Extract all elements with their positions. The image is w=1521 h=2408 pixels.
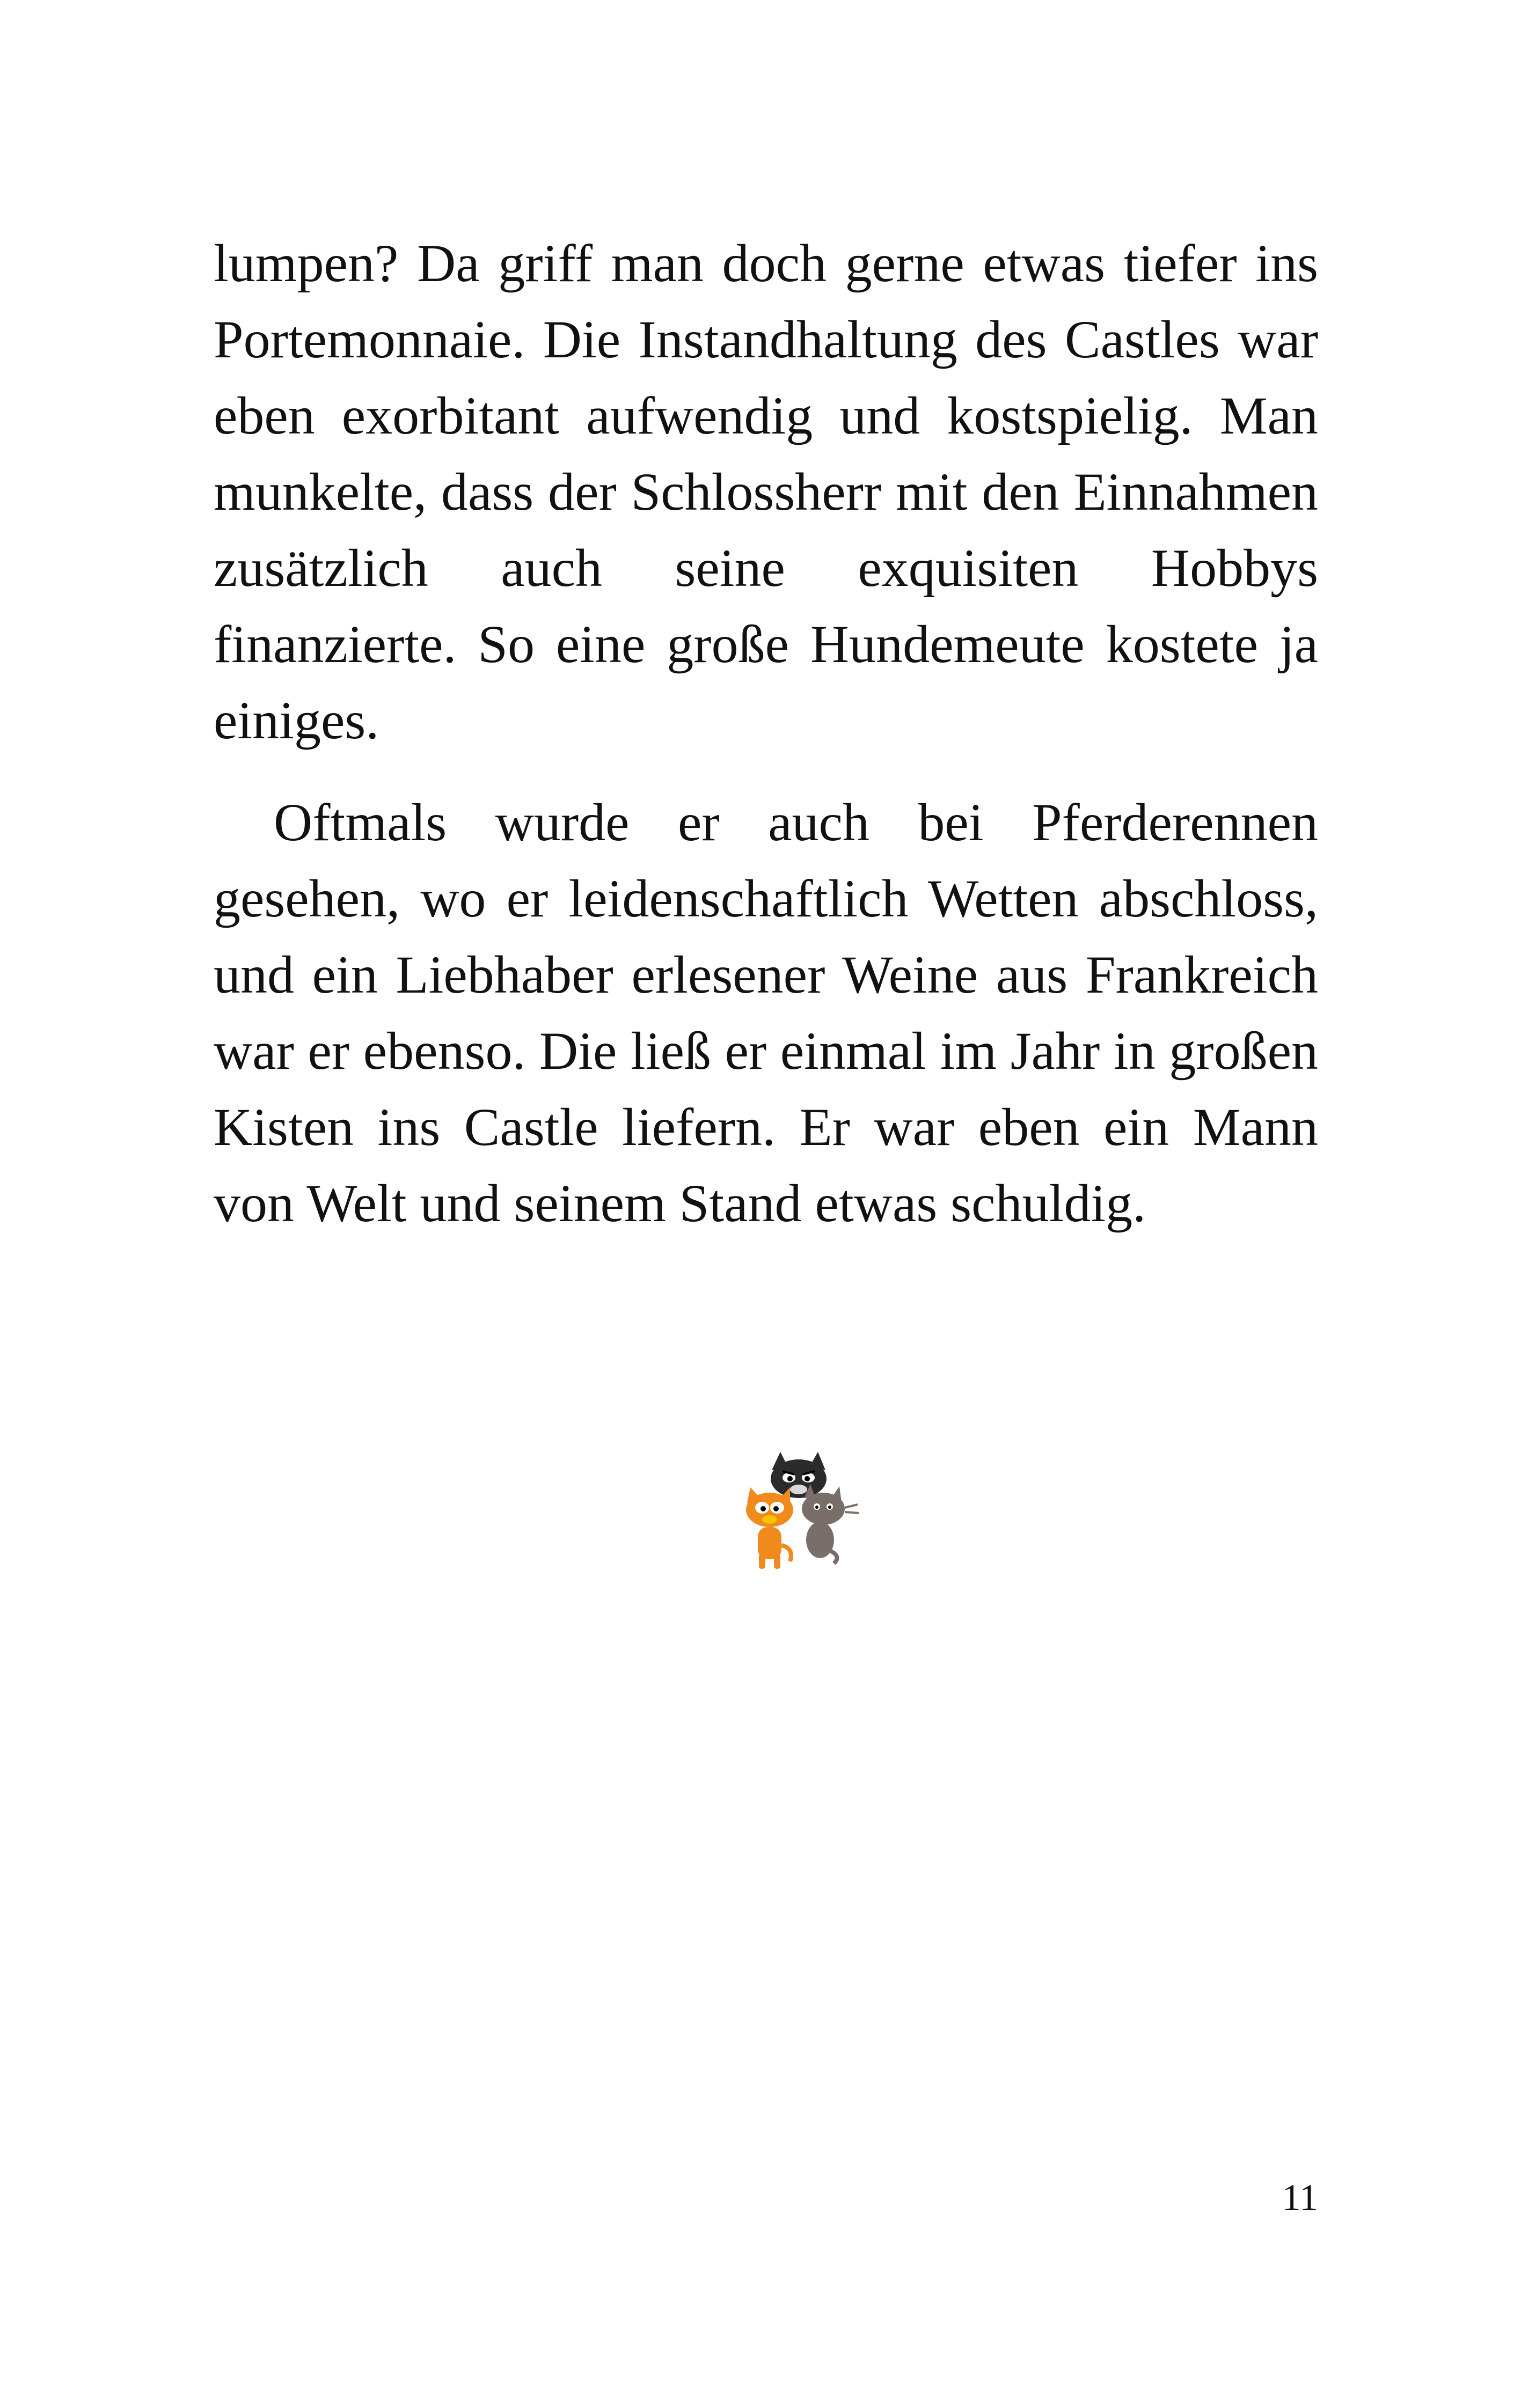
page-number: 11 [1282, 2177, 1318, 2219]
cats-ornament-icon [734, 1449, 863, 1577]
body-text [214, 225, 1318, 1242]
grey-cat-icon [802, 1484, 859, 1563]
paragraph-2: Oftmals wurde er auch bei Pferderennen gesehen, wo er leidenschaftlich Wetten abschloss, und ein Liebhaber erlesener Weine aus Frankreich war er ebenso. Die ließ er einmal im Jahr in großen Kisten ins Castle liefern. Er war eben ein Mann von Welt und seinem Stand etwas schuldig. [214, 792, 1318, 1233]
paragraph-1: lumpen? Da griff man doch gerne etwas tiefer ins Portemonnaie. Die Instandhaltung des Castles war eben exorbitant aufwendig und kostspielig. Man munkelte, dass der Schlossherr mit den Einnahmen zusätzlich auch seine exquisiten Hobbys finanzierte. So eine große Hundemeute kostete ja einiges. [214, 233, 1318, 750]
orange-cat-icon [746, 1487, 793, 1569]
black-cat-icon [771, 1452, 827, 1498]
